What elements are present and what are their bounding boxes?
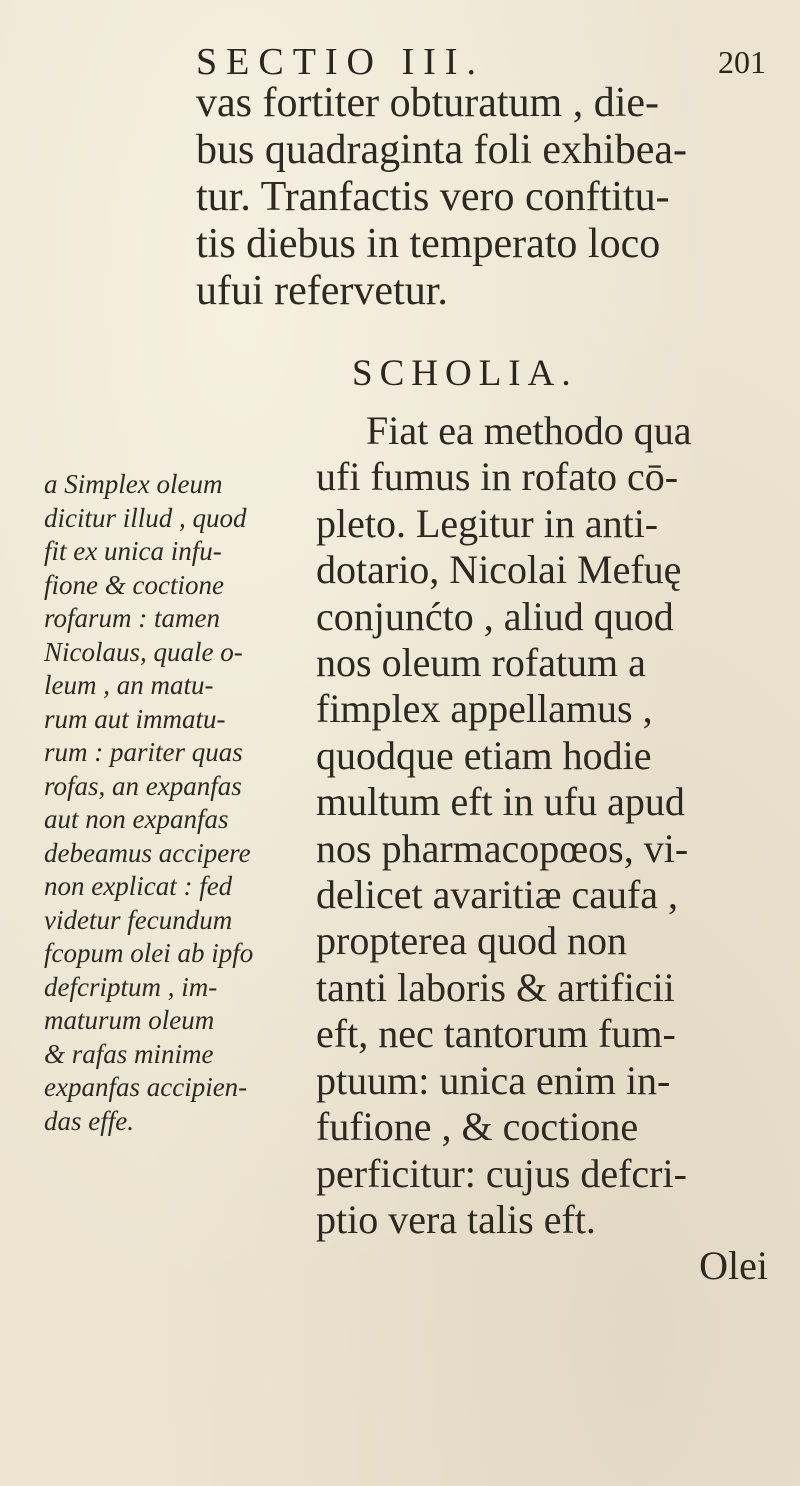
- scholia-text-block: [316, 408, 776, 1290]
- main-text-block: [196, 80, 766, 315]
- note-line: dicitur illud , quod: [44, 502, 247, 533]
- text-line: perficitur: cujus defcri-: [316, 1150, 687, 1196]
- text-line: quodque etiam hodie: [316, 732, 652, 778]
- note-line: Nicolaus, quale o-: [44, 636, 243, 667]
- scholia-heading: SCHOLIA.: [352, 353, 578, 394]
- marginal-note: [44, 468, 319, 1138]
- text-line: dotario, Nicolai Mefuę: [316, 547, 682, 593]
- note-line: maturum oleum: [44, 1005, 215, 1035]
- text-line: fufione , & coctione: [316, 1104, 639, 1150]
- text-line: eft, nec tantorum fum-: [316, 1011, 676, 1057]
- text-line: ufi fumus in rofato cō-: [316, 454, 679, 500]
- text-line: nos pharmacopœos, vi-: [316, 825, 689, 871]
- note-line: rum : pariter quas: [44, 737, 243, 767]
- note-line: fcopum olei ab ipfo: [44, 938, 254, 968]
- text-line: vas fortiter obturatum , die-: [196, 80, 660, 126]
- note-line: expanfas accipien-: [44, 1072, 248, 1102]
- note-line: rofas, an expanfas: [44, 770, 242, 801]
- text-line: ptuum: unica enim in-: [316, 1057, 671, 1103]
- note-line: leum , an matu-: [44, 670, 214, 700]
- text-line: ufui refervetur.: [196, 268, 448, 314]
- note-line: das effe.: [44, 1105, 134, 1136]
- text-line: fimplex appellamus ,: [316, 686, 653, 732]
- text-line: ptio vera talis eft.: [316, 1196, 596, 1242]
- note-line: rum aut immatu-: [44, 703, 226, 734]
- note-line: non explicat : fed: [44, 871, 233, 901]
- note-line: & rafas minime: [44, 1038, 214, 1069]
- text-line: propterea quod non: [316, 918, 628, 964]
- note-line: fione & coctione: [44, 569, 224, 600]
- note-line: a Simplex oleum: [44, 469, 223, 499]
- note-line: defcriptum , im-: [44, 971, 218, 1002]
- text-line: Fiat ea methodo qua: [366, 408, 692, 453]
- note-line: aut non expanfas: [44, 804, 229, 834]
- note-line: debeamus accipere: [44, 837, 251, 868]
- text-line: pleto. Legitur in anti-: [316, 500, 659, 546]
- text-line: delicet avaritiæ caufa ,: [316, 872, 679, 918]
- note-line: videtur fecundum: [44, 904, 233, 935]
- text-line: multum eft in ufu apud: [316, 779, 685, 825]
- text-line: tanti laboris & artificii: [316, 964, 675, 1010]
- note-line: fit ex unica infu-: [44, 536, 222, 566]
- text-line: nos oleum rofatum a: [316, 640, 646, 686]
- note-line: rofarum : tamen: [44, 603, 220, 633]
- catchword: Olei: [699, 1243, 768, 1289]
- text-line: tur. Tranfactis vero conftitu-: [196, 174, 670, 220]
- page-number: 201: [718, 44, 766, 80]
- text-line: tis diebus in temperato loco: [196, 221, 661, 267]
- text-line: conjunćto , aliud quod: [316, 593, 674, 639]
- running-head: SECTIO III.: [196, 41, 485, 83]
- text-line: bus quadraginta foli exhibea-: [196, 127, 687, 173]
